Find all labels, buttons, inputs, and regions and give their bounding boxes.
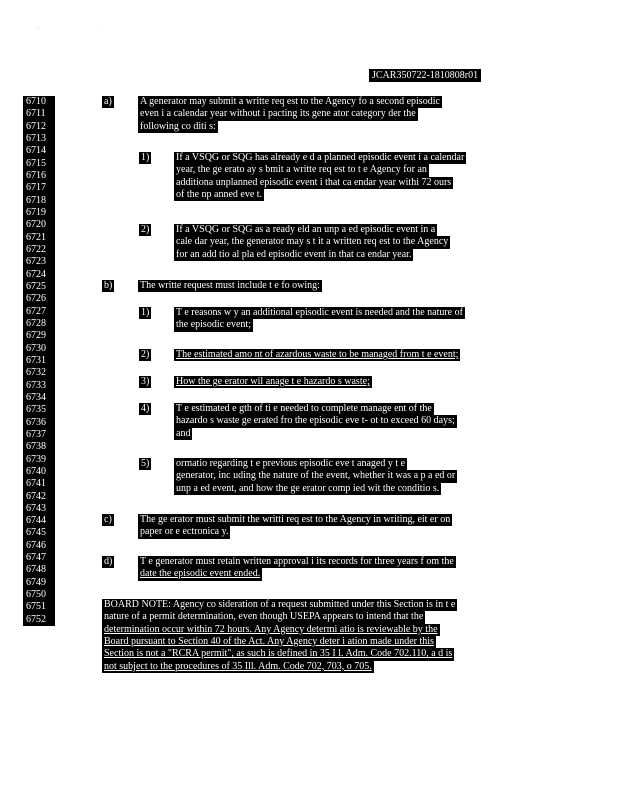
line-number: 6747 <box>26 552 46 564</box>
text-line: paper or e ectronica y. <box>140 526 229 538</box>
text-line: generator, inc uding the nature of the event, whether it was a p a ed or <box>176 470 456 482</box>
line-number: 6748 <box>26 564 46 576</box>
line-number: 6737 <box>26 428 46 440</box>
line-number: 6744 <box>26 515 46 527</box>
board-note <box>102 599 457 673</box>
line-number: 6721 <box>26 231 46 243</box>
item-b5-text <box>174 458 457 495</box>
line-number: 6719 <box>26 206 46 218</box>
text-line: the episodic event; <box>176 319 251 331</box>
line-number: 6727 <box>26 305 46 317</box>
text-line: A generator may submit a writte req est to the Agency fo a second episodic <box>140 96 440 107</box>
line-number: 6738 <box>26 441 46 453</box>
text-line: The ge erator must submit the writti req est to the Agency in writing, eit er on <box>140 514 451 525</box>
section-d-label: d) <box>104 556 113 567</box>
text-line: hazardo s waste ge erated fro the episodic eve t- ot to exceed 60 days; <box>176 415 455 427</box>
text-line: If a VSQG or SQG as a ready eld an unp a ed episodic event in a <box>176 224 436 235</box>
item-b2-label: 2) <box>141 349 150 360</box>
item-b3-text <box>174 376 372 388</box>
text-line: date the episodic event ended. <box>140 568 261 580</box>
line-number: 6720 <box>26 219 46 231</box>
line-number: 6726 <box>26 293 46 305</box>
text-line: BOARD NOTE: Agency co sideration of a request submitted under this Section is in t e <box>104 599 456 610</box>
text-line: If a VSQG or SQG has already e d a planned episodic event i a calendar <box>176 152 465 163</box>
line-number: 6743 <box>26 502 46 514</box>
text-line: Section is not a "RCRA permit", as such is defined in 35 I l. Adm. Code 702.110, a d is <box>104 648 453 660</box>
line-number: 6710 <box>26 96 46 107</box>
line-number: 6742 <box>26 490 46 502</box>
line-number: 6730 <box>26 342 46 354</box>
line-number: 6724 <box>26 268 46 280</box>
line-number: 6715 <box>26 157 46 169</box>
text-line: additiona unplanned episodic event i that ca endar year withi 72 ours <box>176 176 452 188</box>
section-b-text <box>138 280 322 292</box>
text-line: The writte request must include t e fo owing: <box>140 280 320 291</box>
section-c-text <box>138 514 452 539</box>
line-number: 6739 <box>26 453 46 465</box>
text-line: of the np anned eve t. <box>176 188 263 200</box>
text-line: T e generator must retain written approval i its records for three years f om the <box>140 556 454 567</box>
item-a1-text <box>174 152 466 201</box>
text-line: The estimated amo nt of azardous waste to be managed from t e event; <box>176 349 459 360</box>
line-number: 6751 <box>26 601 46 613</box>
item-b2-text <box>174 349 460 361</box>
line-number: 6741 <box>26 478 46 490</box>
text-line: How the ge erator wil anage t e hazardo s waste; <box>176 376 370 387</box>
line-number: 6749 <box>26 576 46 588</box>
item-a2-text <box>174 224 450 261</box>
text-line: cale dar year, the generator may s t it a written req est to the Agency <box>176 236 449 248</box>
line-number: 6731 <box>26 354 46 366</box>
text-line: for an add tio al pla ed episodic event in that ca endar year. <box>176 248 412 260</box>
line-number: 6711 <box>26 108 46 120</box>
text-line: unp a ed event, and how the ge erator comp ied wit the conditio s. <box>176 482 440 494</box>
line-number: 6735 <box>26 404 46 416</box>
line-number: 6752 <box>26 613 46 625</box>
line-number: 6733 <box>26 379 46 391</box>
line-number: 6729 <box>26 330 46 342</box>
line-number: 6740 <box>26 465 46 477</box>
text-line: T e estimated e gth of ti e needed to complete manage ent of the <box>176 403 432 414</box>
line-number: 6716 <box>26 169 46 181</box>
line-number: 6736 <box>26 416 46 428</box>
item-b3-label: 3) <box>141 376 150 387</box>
text-line: nature of a permit determination, even though USEPA appears to intend that the <box>104 611 424 623</box>
item-b4-label: 4) <box>141 403 150 414</box>
line-number: 6714 <box>26 145 46 157</box>
line-numbers <box>23 96 55 626</box>
text-line: following co diti s: <box>140 120 216 132</box>
section-a-label: a) <box>104 96 112 107</box>
line-number: 6745 <box>26 527 46 539</box>
line-number: 6725 <box>26 280 46 292</box>
text-line: not subject to the procedures of 35 Ill. Adm. Code 702, 703, o 705. <box>104 660 372 672</box>
document-id: JCAR350722-1810808r01 <box>369 69 481 82</box>
section-d-text <box>138 556 456 581</box>
item-b5-label: 5) <box>141 458 150 469</box>
item-b1-text <box>174 307 465 332</box>
line-number: 6732 <box>26 367 46 379</box>
line-number: 6712 <box>26 120 46 132</box>
text-line: year, the ge erato ay s bmit a writte req est to t e Agency for an <box>176 164 427 176</box>
text-line: ormatio regarding t e previous episodic eve t anaged y t e <box>176 458 406 469</box>
text-line: and <box>176 427 191 439</box>
section-a-text <box>138 96 442 133</box>
line-number: 6722 <box>26 243 46 255</box>
line-number: 6718 <box>26 194 46 206</box>
line-number: 6717 <box>26 182 46 194</box>
item-b1-label: 1) <box>141 307 150 318</box>
line-number: 6723 <box>26 256 46 268</box>
line-number: 6734 <box>26 391 46 403</box>
margin-marks: ' · <box>38 28 132 33</box>
text-line: even i a calendar year without i pacting its gene ator category der the <box>140 108 416 120</box>
text-line: T e reasons w y an additional episodic event is needed and the nature of <box>176 307 463 318</box>
text-line: determination occur within 72 hours. Any Agency determi atio is reviewable by the <box>104 623 438 635</box>
text-line: Board pursuant to Section 40 of the Act. Any Agency deter i ation made under this <box>104 635 434 647</box>
line-number: 6750 <box>26 589 46 601</box>
line-number: 6746 <box>26 539 46 551</box>
section-b-label: b) <box>104 280 113 291</box>
section-c-label: c) <box>104 514 112 525</box>
line-number: 6728 <box>26 317 46 329</box>
item-a1-label: 1) <box>141 152 150 163</box>
line-number: 6713 <box>26 132 46 144</box>
item-b4-text <box>174 403 457 440</box>
item-a2-label: 2) <box>141 224 150 235</box>
